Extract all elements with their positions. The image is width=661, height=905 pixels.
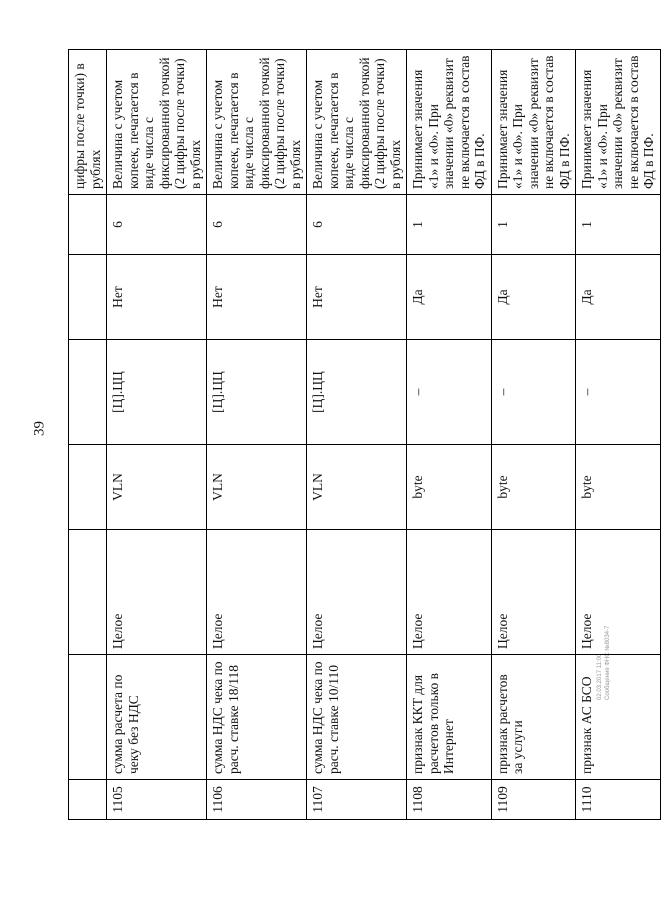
format-cell: byte [407, 445, 492, 530]
table-cell [69, 195, 107, 255]
table-row [69, 50, 107, 820]
required-cell: Нет [107, 255, 207, 340]
table-cell-description: цифры после точки) в рублях [69, 50, 107, 195]
description-cell: Принимает значения «1» и «0». При значении «0» реквизит не включается в состав ФД в ПФ. [491, 50, 576, 195]
type-cell: Целое [576, 530, 661, 655]
type-cell: Целое [407, 530, 492, 655]
name-cell: сумма НДС чека по расч. ставке 10/110 [307, 655, 407, 780]
length-cell: 6 [307, 195, 407, 255]
name-cell: сумма НДС чека по расч. ставке 18/118 [207, 655, 307, 780]
table-cell [69, 655, 107, 780]
table-cell [69, 780, 107, 820]
name-cell: сумма расчета по чеку без НДС [107, 655, 207, 780]
required-cell: Нет [307, 255, 407, 340]
table-row [491, 50, 576, 820]
description-cell: Принимает значения «1» и «0». При значении «0» реквизит не включается в состав ФД в ПФ. [407, 50, 492, 195]
format-cell: VLN [207, 445, 307, 530]
page-number: 39 [31, 421, 48, 436]
description-cell: Принимает значения «1» и «0». При значении «0» реквизит не включается в состав ФД в ПФ. [576, 50, 661, 195]
form-cell: – [491, 340, 576, 445]
name-cell: признак ККТ для расчетов только в Интернет [407, 655, 492, 780]
format-cell: byte [576, 445, 661, 530]
length-cell: 6 [107, 195, 207, 255]
format-cell: byte [491, 445, 576, 530]
table-row [107, 50, 207, 820]
required-cell: Да [576, 255, 661, 340]
length-cell: 1 [491, 195, 576, 255]
name-cell: признак АС БСО [576, 655, 661, 780]
length-cell: 6 [207, 195, 307, 255]
required-cell: Да [491, 255, 576, 340]
tag-cell: 1108 [407, 780, 492, 820]
form-cell: – [576, 340, 661, 445]
tag-cell: 1106 [207, 780, 307, 820]
table-cell [69, 445, 107, 530]
stamp-line: 02.03.2017 11:00 [597, 653, 603, 700]
format-cell: VLN [107, 445, 207, 530]
name-cell: признак расчетов за услуги [491, 655, 576, 780]
required-cell: Да [407, 255, 492, 340]
form-cell: [Ц].ЦЦ [307, 340, 407, 445]
description-cell: Величина с учетом копеек, печатается в виде числа с фиксированной точкой (2 цифры после точки) в рублях [207, 50, 307, 195]
table-row [307, 50, 407, 820]
type-cell: Целое [107, 530, 207, 655]
stamp-line: Сообщение ФНС №8034-7 [605, 625, 611, 700]
length-cell: 1 [576, 195, 661, 255]
table-row [576, 50, 661, 820]
tag-cell: 1107 [307, 780, 407, 820]
length-cell: 1 [407, 195, 492, 255]
form-cell: [Ц].ЦЦ [207, 340, 307, 445]
tag-cell: 1109 [491, 780, 576, 820]
required-cell: Нет [207, 255, 307, 340]
tag-cell: 1105 [107, 780, 207, 820]
form-cell: – [407, 340, 492, 445]
form-cell: [Ц].ЦЦ [107, 340, 207, 445]
type-cell: Целое [207, 530, 307, 655]
tag-cell: 1110 [576, 780, 661, 820]
table-cell [69, 340, 107, 445]
table-cell [69, 255, 107, 340]
table-row [207, 50, 307, 820]
description-cell: Величина с учетом копеек, печатается в виде числа с фиксированной точкой (2 цифры после точки) в рублях [307, 50, 407, 195]
type-cell: Целое [307, 530, 407, 655]
table-cell [69, 530, 107, 655]
description-cell: Величина с учетом копеек, печатается в виде числа с фиксированной точкой (2 цифры после точки) в рублях [107, 50, 207, 195]
format-cell: VLN [307, 445, 407, 530]
type-cell: Целое [491, 530, 576, 655]
table-row [407, 50, 492, 820]
requisites-table [68, 49, 661, 820]
